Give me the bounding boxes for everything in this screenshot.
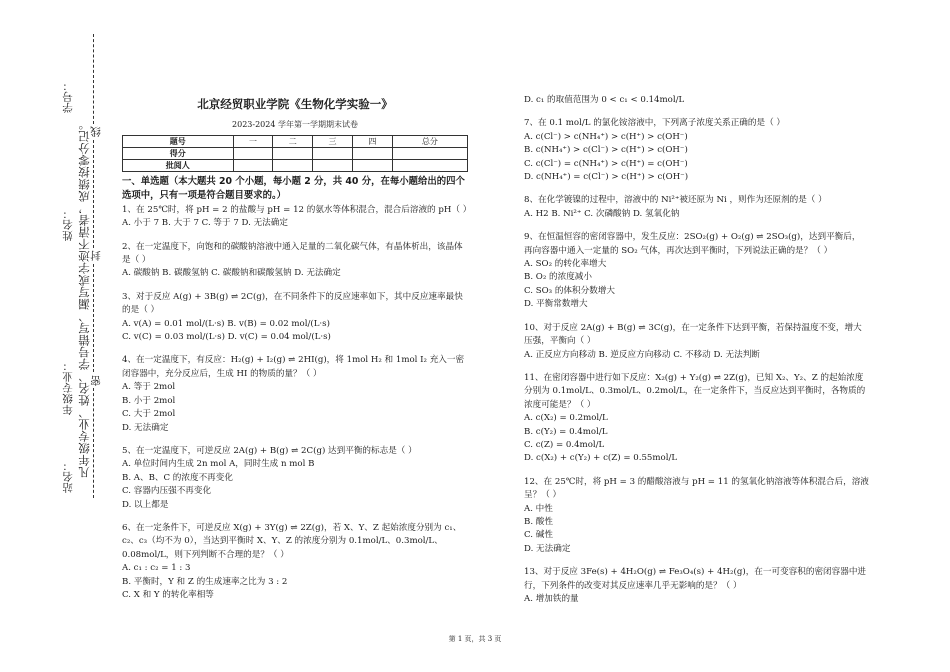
binding-line-bottom [93, 388, 94, 498]
grade-major-label: 年级专业： [62, 360, 74, 415]
name-label: 姓名： [62, 208, 74, 241]
table-cell: 批阅人 [123, 159, 234, 171]
table-cell[interactable] [352, 147, 392, 159]
question-option: C. 容器内压强不再变化 [122, 486, 212, 497]
question-list [122, 204, 472, 603]
question-stem: 3、对于反应 A(g) + 3B(g) ⇌ 2C(g)，在不同条件下的反应速率如下，其中反应速率最快的是（ ） [122, 291, 463, 316]
table-cell: 四 [352, 135, 392, 147]
question-option: A. 单位时间内生成 2n mol A，同时生成 n mol B [122, 459, 315, 470]
question-option: A. c(X₂) = 0.2mol/L [524, 413, 608, 424]
question-item [524, 94, 869, 107]
question-item [524, 476, 869, 556]
question-option: D. 平衡常数增大 [524, 299, 588, 310]
question-option: C. v(C) = 0.03 mol/(L·s) D. v(C) = 0.04 mol/(L·s) [122, 332, 331, 343]
question-option: B. 小于 2mol [122, 395, 176, 406]
site-label: 站名： [62, 460, 74, 493]
question-option: A. 碳酸钠 B. 碳酸氢钠 C. 碳酸钠和碳酸氢钠 D. 无法确定 [122, 268, 341, 279]
question-option: A. 等于 2mol [122, 382, 176, 393]
question-option: D. 以上都是 [122, 499, 169, 510]
question-item [122, 354, 468, 434]
question-option: C. c(Cl⁻) = c(NH₄⁺) > c(H⁺) = c(OH⁻) [524, 158, 688, 169]
question-option: C. X 和 Y 的转化率相等 [122, 589, 214, 600]
question-item [122, 241, 468, 281]
question-stem: 7、在 0.1 mol/L 的氯化铵溶液中，下列离子浓度关系正确的是（ ） [524, 118, 785, 129]
score-table-header-row [123, 135, 468, 147]
table-cell[interactable] [392, 159, 467, 171]
question-option: A. v(A) = 0.01 mol/(L·s) B. v(B) = 0.02 mol/(L·s) [122, 318, 330, 329]
table-cell: 题号 [123, 135, 234, 147]
table-cell[interactable] [352, 159, 392, 171]
question-item [524, 117, 869, 184]
question-stem: 5、在一定温度下，可逆反应 2A(g) + B(g) ⇌ 2C(g) 达到平衡的标志是（ ） [122, 445, 417, 456]
score-row [123, 147, 468, 159]
question-list [524, 94, 869, 606]
student-id-label: 学号： [62, 80, 74, 113]
question-option: B. c(Y₂) = 0.4mol/L [524, 426, 608, 437]
question-option: D. c(NH₄⁺) = c(Cl⁻) > c(H⁺) > c(OH⁻) [524, 172, 689, 183]
question-item [122, 291, 468, 345]
question-stem: 6、在一定条件下，可逆反应 X(g) + 3Y(g) ⇌ 2Z(g)，若 X、Y、Z 起始浓度分别为 c₁、c₂、c₃（均不为 0），当达到平衡时 X、Y、Z 的浓度分别为 0.1mol/L、0.3mol/L、0.08mol/L，则下列判断不合理的是？（ ） [122, 522, 462, 560]
question-stem: 8、在化学镀镍的过程中，溶液中的 Ni²⁺被还原为 Ni ，则作为还原剂的是（ ） [524, 195, 827, 206]
table-cell[interactable] [273, 159, 313, 171]
binding-mark-xian: 线 [90, 126, 102, 137]
left-column [122, 97, 472, 602]
binding-mark-mi: 密 [90, 375, 102, 386]
question-item [122, 204, 472, 231]
question-stem: 4、在一定温度下，有反应：H₂(g) + I₂(g) ⇌ 2HI(g)，将 1mol H₂ 和 1mol I₂ 充入一密闭容器中，充分反应后，生成 HI 的物质的量？（ ） [122, 355, 465, 379]
exam-title: 北京经贸职业学院《生物化学实验一》 [197, 97, 393, 111]
binding-line-mid1 [93, 140, 94, 248]
question-option: B. A、B、C 的浓度不再变化 [122, 472, 233, 483]
table-cell: 三 [313, 135, 353, 147]
score-table [122, 135, 468, 172]
question-item [524, 194, 869, 221]
binding-warning: 凡年级专业、姓名、学号错写、漏写或字迹不清者，成绩按零分记。 [77, 118, 91, 478]
question-stem: 10、对于反应 2A(g) + B(g) ⇌ 3C(g)，在一定条件下达到平衡，若保持温度不变，增大压强，平衡向（ ） [524, 322, 862, 347]
question-option: A. SO₂ 的转化率增大 [524, 259, 607, 270]
question-option: C. c(Z) = 0.4mol/L [524, 439, 605, 450]
question-stem: 2、在一定温度下，向饱和的碳酸钠溶液中通入足量的二氧化碳气体，有晶体析出，该晶体是（ ） [122, 241, 463, 266]
question-item [122, 522, 468, 602]
question-option: C. SO₃ 的体积分数增大 [524, 285, 615, 296]
question-option: D. c₁ 的取值范围为 0 < c₁ < 0.14mol/L [524, 95, 685, 105]
question-option: A. 小于 7 B. 大于 7 C. 等于 7 D. 无法确定 [122, 218, 288, 229]
question-option: A. H2 B. Ni²⁺ C. 次磷酸钠 D. 氢氧化钠 [524, 208, 680, 219]
right-column [524, 94, 869, 606]
question-item [524, 372, 869, 466]
question-item [524, 322, 869, 362]
question-stem: 9、在恒温恒容的密闭容器中，发生反应：2SO₂(g) + O₂(g) ⇌ 2SO₃(g)，达到平衡后，再向容器中通入一定量的 SO₂ 气体，再次达到平衡时，下列说法正确的是？（ ） [524, 232, 861, 256]
question-option: D. 无法确定 [122, 422, 169, 433]
table-cell[interactable] [233, 147, 273, 159]
binding-mark-feng: 封 [90, 250, 102, 261]
table-cell: 一 [233, 135, 273, 147]
question-option: B. c(NH₄⁺) > c(Cl⁻) > c(H⁺) > c(OH⁻) [524, 145, 688, 156]
question-option: D. 无法确定 [524, 543, 571, 554]
question-option: A. 中性 [524, 503, 553, 514]
question-item [524, 231, 869, 311]
binding-line-top [93, 34, 94, 124]
question-option: B. 平衡时，Y 和 Z 的生成速率之比为 3 : 2 [122, 576, 288, 587]
exam-subtitle: 2023-2024 学年第一学期期末试卷 [232, 120, 358, 130]
table-cell[interactable] [313, 147, 353, 159]
question-item [524, 566, 869, 606]
question-option: D. c(X₂) + c(Y₂) + c(Z) = 0.55mol/L [524, 453, 678, 464]
grader-row [123, 159, 468, 171]
binding-margin [0, 0, 100, 672]
table-cell: 二 [273, 135, 313, 147]
table-cell[interactable] [273, 147, 313, 159]
question-stem: 13、对于反应 3Fe(s) + 4H₂O(g) ⇌ Fe₃O₄(s) + 4H₂(g)，在一可变容积的密闭容器中进行，下列条件的改变对其反应速率几乎无影响的是？（ ） [524, 567, 867, 591]
section-heading: 一、单选题（本大题共 20 个小题，每小题 2 分，共 40 分，在每小题给出的四个选项中，只有一项是符合题目要求的。） [122, 175, 465, 201]
question-item [122, 445, 468, 512]
page-footer: 第 1 页，共 3 页 [448, 635, 502, 643]
table-cell[interactable] [233, 159, 273, 171]
question-stem: 1、在 25℃时，将 pH = 2 的盐酸与 pH = 12 的氨水等体积混合，混合后溶液的 pH（ ） [122, 204, 472, 215]
table-cell[interactable] [392, 147, 467, 159]
question-option: A. 增加铁的量 [524, 594, 579, 604]
table-cell[interactable] [313, 159, 353, 171]
question-stem: 11、在密闭容器中进行如下反应：X₂(g) + Y₂(g) ⇌ 2Z(g)，已知 X₂、Y₂、Z 的起始浓度分别为 0.1mol/L、0.3mol/L、0.2mol/L，在一定条件下，当反应达到平衡时，各物质的浓度可能是？（ ） [524, 372, 866, 410]
table-cell: 总分 [392, 135, 467, 147]
binding-line-mid2 [93, 264, 94, 372]
question-option: A. c₁ : c₂ = 1 : 3 [122, 563, 191, 574]
question-option: A. c(Cl⁻) > c(NH₄⁺) > c(H⁺) > c(OH⁻) [524, 131, 688, 142]
question-option: A. 正反应方向移动 B. 逆反应方向移动 C. 不移动 D. 无法判断 [524, 349, 760, 360]
question-option: B. 酸性 [524, 516, 553, 527]
question-option: B. O₂ 的浓度减小 [524, 272, 592, 283]
question-option: C. 大于 2mol [122, 409, 176, 420]
question-option: C. 碱性 [524, 530, 553, 541]
question-stem: 12、在 25℃时，将 pH = 3 的醋酸溶液与 pH = 11 的氢氧化钠溶液等体积混合后，溶液呈？（ ） [524, 476, 869, 501]
table-cell: 得分 [123, 147, 234, 159]
